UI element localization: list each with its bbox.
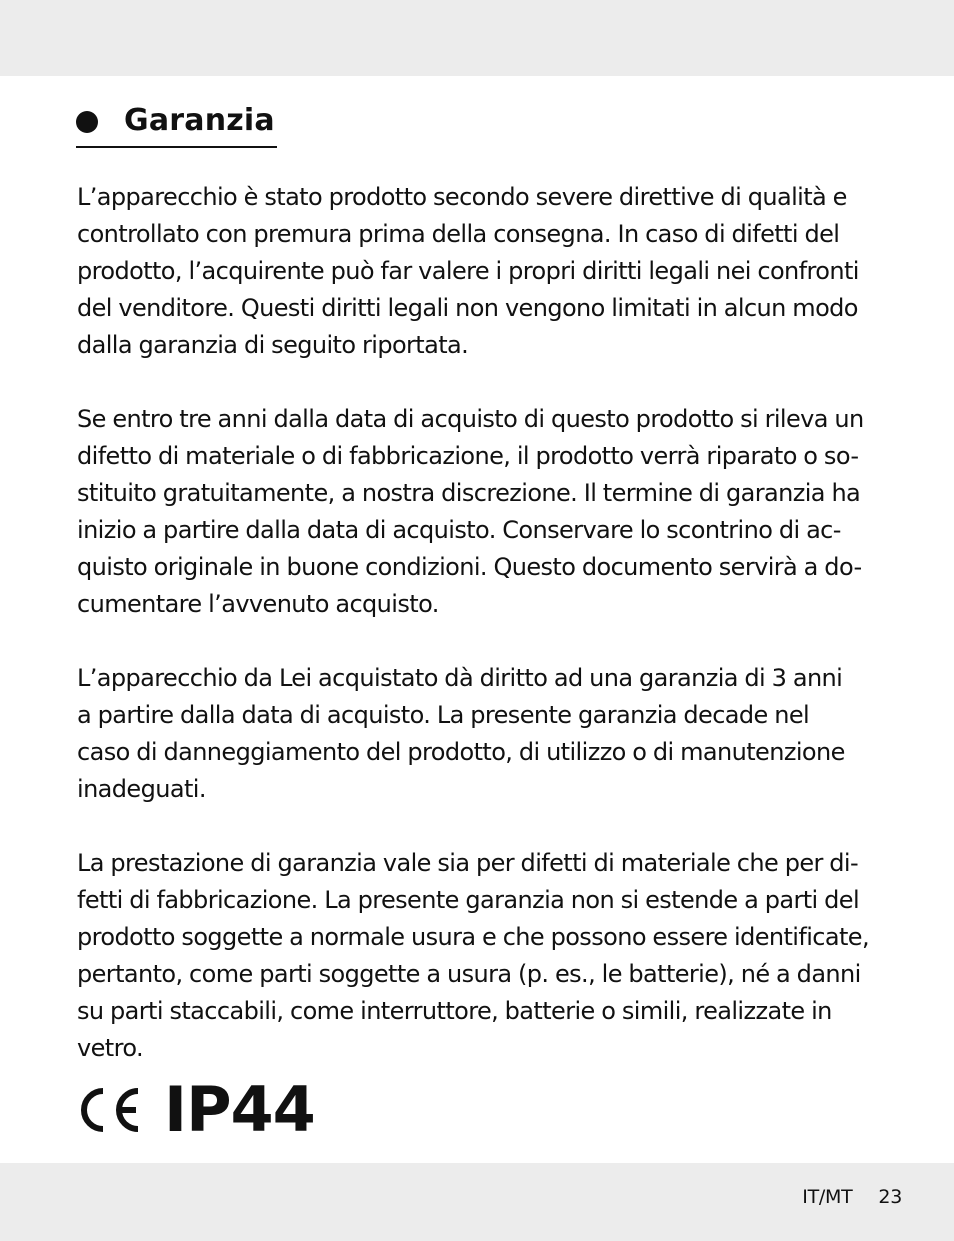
paragraph-4: La prestazione di garanzia vale sia per difetti di materiale che per di- fetti di fabbricazione. La presente garanzia non si estende a parti del prodotto soggette a normale usura e che possono essere identificate, pertanto, come parti soggette a usura (p. es., le batterie), né a danni su parti staccabili, come interruttore, batterie o simili, realizzate in vetro. bbox=[77, 849, 869, 1062]
paragraph-3: L’apparecchio da Lei acquistato dà diritto ad una garanzia di 3 anni a partire dalla data di acquisto. La presente garanzia decade nel caso di danneggiamento del prodotto, di utilizzo o di manutenzione inadeguati. bbox=[77, 664, 845, 803]
certification-marks bbox=[76, 1073, 315, 1146]
page-footer bbox=[802, 1186, 902, 1208]
section-heading bbox=[76, 96, 277, 148]
locale-code: IT/MT bbox=[802, 1186, 853, 1208]
page-number: 23 bbox=[878, 1186, 902, 1208]
paragraph-2: Se entro tre anni dalla data di acquisto di questo prodotto si rileva un difetto di materiale o di fabbricazione, il prodotto verrà riparato o so- stituito gratuitamente, a nostra discrezione. Il termine di garanzia ha inizio a partire dalla data di acquisto. Conservare lo scontrino di ac- quisto originale in buone condizioni. Questo documento servirà a do- cumentare l’avvenuto acquisto. bbox=[77, 405, 864, 618]
section-title: Garanzia bbox=[124, 103, 275, 138]
ip-rating-label: IP44 bbox=[164, 1073, 315, 1146]
warranty-text bbox=[77, 179, 877, 1104]
bullet-icon bbox=[76, 111, 98, 133]
paragraph-1: L’apparecchio è stato prodotto secondo severe direttive di qualità e controllato con premura prima della consegna. In caso di difetti del prodotto, l’acquirente può far valere i propri diritti legali nei confronti del venditore. Questi diritti legali non vengono limitati in alcun modo dalla garanzia di seguito riportata. bbox=[77, 183, 859, 359]
top-band bbox=[0, 0, 954, 76]
ce-mark-icon bbox=[76, 1085, 142, 1135]
